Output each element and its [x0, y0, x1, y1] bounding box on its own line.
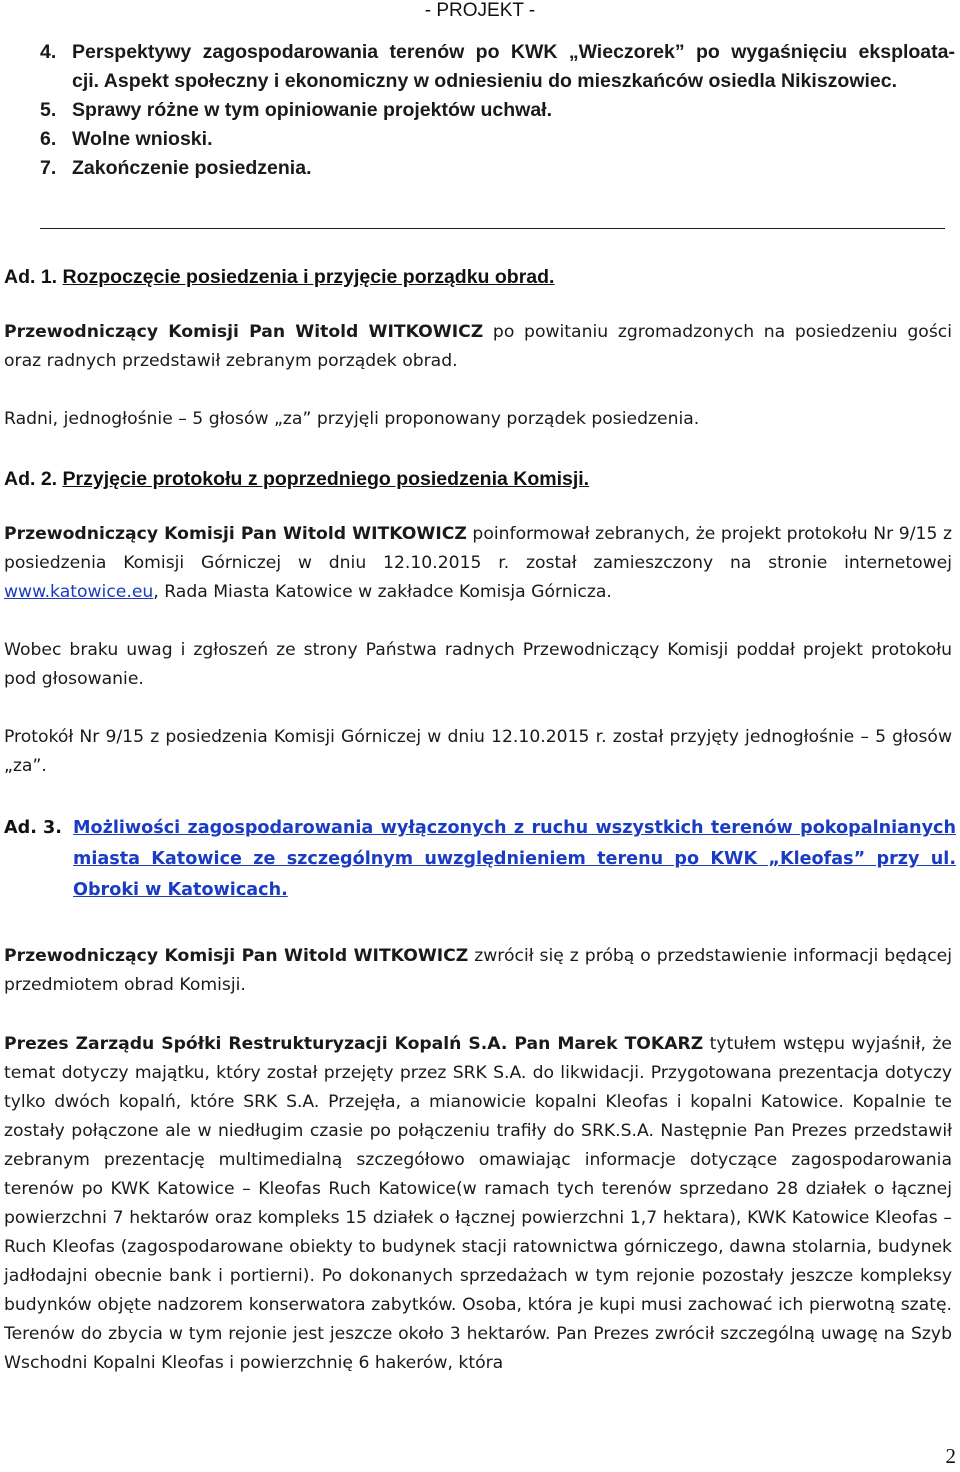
ad3-paragraph-1 — [4, 942, 952, 1000]
ad2-title: Przyjęcie protokołu z poprzedniego posiedzenia Komisji. — [62, 468, 590, 490]
ad1-paragraph-1 — [4, 318, 952, 376]
document-header: - PROJEKT - — [424, 0, 536, 21]
agenda-item-text: Perspektywy zagospodarowania terenów po KWK „Wieczorek” po wygaśnięciu eksploata- — [72, 41, 955, 63]
speaker-name: Prezes Zarządu Spółki Restrukturyzacji Kopalń S.A. Pan Marek TOKARZ — [4, 1034, 704, 1054]
agenda-item-6 — [40, 125, 955, 154]
ad2-heading — [4, 465, 589, 493]
katowice-website-link[interactable]: www.katowice.eu — [4, 582, 154, 602]
ad1-label: Ad. 1. — [4, 266, 58, 288]
ad3-paragraph-2 — [4, 1030, 952, 1378]
paragraph-text: tytułem wstępu wyjaśnił, że temat dotyczy majątku, który został przejęty przez SRK S.A. do likwidacji. Przygotowana prezentacja dotyczy tylko dwóch kopalń, które SRK S.A. Przejęła, a mianowicie kopalni Kleofas i kopalni Katowice. Kopalnie te zostały połączone ale w niedługim czasie po połączeniu trafiły do SRK.S.A. Następnie Pan Prezes przedstawił zebranym prezentację multimedialną szczegółowo omawiając informacje dotyczące zagospodarowania terenów po KWK Katowice – Kleofas Ruch Katowice(w ramach tych terenów sprzedano 28 działek o łącznej powierzchni 7 hektarów oraz kompleks 15 działek o łącznej powierzchni 1,7 hektara), KWK Katowice Kleofas – Ruch Kleofas (zagospodarowane obiekty to budynek stacji ratownictwa górniczego, dawna stolarnia, budynek jadłodajni obecnie bank i portierni). Po dokonanych sprzedażach w tym rejonie pozostały jeszcze kompleksy budynków objęte nadzorem konserwatora zabytków. Osoba, która je kupi musi zachować ich pierwotną szatę. Terenów do zbycia w tym rejonie jest jeszcze około 3 hektarów. Pan Prezes zwrócił szczególną uwagę na Szyb Wschodni Kopalni Kleofas i powierzchnię 6 hakerów, która — [4, 1034, 952, 1373]
agenda-item-7 — [40, 154, 955, 183]
speaker-name: Przewodniczący Komisji Pan Witold WITKOWICZ — [4, 524, 467, 544]
agenda-item-number: 5. — [40, 99, 57, 121]
paragraph-text: zwrócił się z próbą o przedstawienie informacji będącej przedmiotem obrad Komisji. — [4, 946, 953, 995]
speaker-name: Przewodniczący Komisji Pan Witold WITKOWICZ — [4, 322, 484, 342]
agenda-item-number: 4. — [40, 41, 57, 63]
agenda-item-number: 6. — [40, 128, 57, 150]
paragraph-text: poinformował zebranych, że projekt protokołu Nr 9/15 z posiedzenia Komisji Górniczej w dniu 12.10.2015 r. został zamieszczony na stronie internetowej — [4, 524, 952, 573]
page-number: 2 — [945, 1444, 956, 1468]
ad1-title: Rozpoczęcie posiedzenia i przyjęcie porządku obrad. — [62, 266, 555, 288]
ad3-label: Ad. 3. — [4, 818, 62, 838]
ad2-paragraph-3: Protokół Nr 9/15 z posiedzenia Komisji Górniczej w dniu 12.10.2015 r. został przyjęty jednogłośnie – 5 głosów „za”. — [4, 727, 952, 776]
ad2-label: Ad. 2. — [4, 468, 58, 490]
agenda-item-number: 7. — [40, 157, 57, 179]
agenda-item-text: Wolne wnioski. — [72, 128, 213, 150]
paragraph-text: po powitaniu zgromadzonych na posiedzeniu gości oraz radnych przedstawił zebranym porządek obrad. — [4, 322, 952, 371]
ad2-paragraph-2: Wobec braku uwag i zgłoszeń ze strony Państwa radnych Przewodniczący Komisji poddał projekt protokołu pod głosowanie. — [4, 640, 952, 689]
agenda-list — [40, 38, 955, 183]
horizontal-rule — [40, 228, 945, 229]
speaker-name: Przewodniczący Komisji Pan Witold WITKOWICZ — [4, 946, 469, 966]
ad1-paragraph-2: Radni, jednogłośnie – 5 głosów „za” przyjęli proponowany porządek posiedzenia. — [4, 409, 700, 429]
agenda-item-5 — [40, 96, 955, 125]
ad2-paragraph-1 — [4, 520, 952, 607]
agenda-item-text: Sprawy różne w tym opiniowanie projektów uchwał. — [72, 99, 552, 121]
agenda-item-4-continuation: cji. Aspekt społeczny i ekonomiczny w odniesieniu do mieszkańców osiedla Nikiszowiec. — [72, 70, 898, 92]
paragraph-text: , Rada Miasta Katowice w zakładce Komisja Górnicza. — [153, 582, 612, 602]
ad3-title: Możliwości zagospodarowania wyłączonych z ruchu wszystkich terenów pokopalnianych miasta Katowice ze szczególnym uwzględnieniem terenu po KWK „Kleofas” przy ul. Obroki w Katowicach. — [73, 818, 956, 900]
ad1-heading — [4, 263, 554, 291]
agenda-item-4 — [40, 38, 955, 67]
ad3-heading — [4, 813, 956, 906]
agenda-item-text: Zakończenie posiedzenia. — [72, 157, 312, 179]
